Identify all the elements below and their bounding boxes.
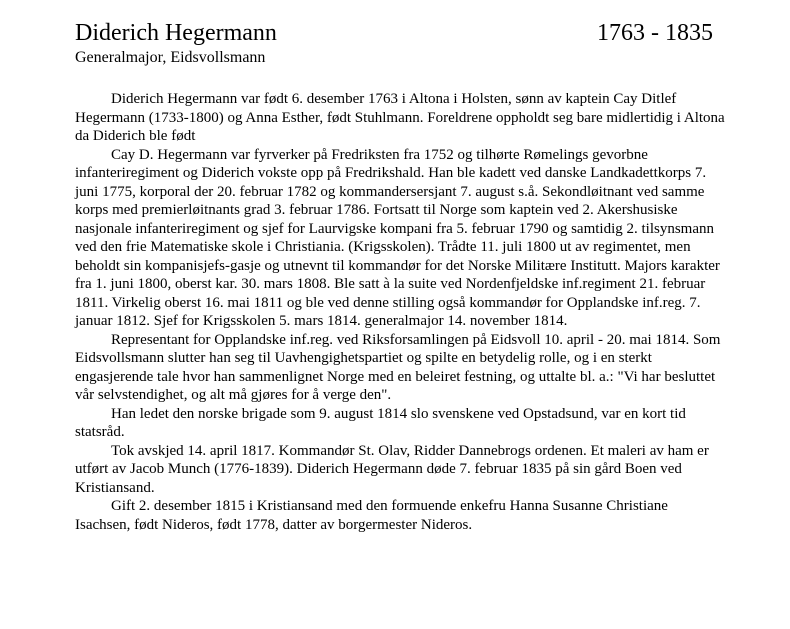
paragraph-marriage: Gift 2. desember 1815 i Kristiansand med den formuende enkefru Hanna Susanne Christiane Isachsen, født Nideros, født 1778, datter av borgermester Nideros. bbox=[75, 498, 668, 533]
paragraph-birth: Diderich Hegermann var født 6. desember 1763 i Altona i Holsten, sønn av kaptein Cay Ditlef Hegermann (1733-1800) og Anna Esther, født Stuhlmann. Foreldrene oppholdt seg bare midlertidig i Altona da Diderich ble født bbox=[75, 91, 725, 144]
paragraph-eidsvoll: Representant for Opplandske inf.reg. ved Riksforsamlingen på Eidsvoll 10. april - 20. mai 1814. Som Eidsvollsmann slutter han seg til Uavhengighetspartiet og spilte en betydelig rolle, og i en sterkt engasjerende tale hvor han sammenlignet Norge med en beleiret festning, og uttalte bl. a.: "Vi har besluttet vår selvstendighet, og alt må gjøres for å verge den". bbox=[75, 331, 721, 403]
paragraph-retirement: Tok avskjed 14. april 1817. Kommandør St. Olav, Ridder Dannebrogs ordenen. Et maleri av ham er utført av Jacob Munch (1776-1839). Diderich Hegermann døde 7. februar 1835 på sin gård Boen ved Kristiansand. bbox=[75, 442, 709, 496]
paragraph-career: Cay D. Hegermann var fyrverker på Fredriksten fra 1752 og tilhørte Rømelings gevorbne infanteriregiment og Diderich vokste opp på Fredrikshald. Han ble kadett ved danske Landkadettkorps 7. juni 1775, korporal der 20. februar 1782 og kommandersersjant 7. august s.å. Sekondløitnant ved samme korps med premierløitnants grad 3. februar 1786. Fortsatt til Norge som kaptein ved 2. Akershusiske nasjonale infanteriregiment og sjef for Laurvigske kompani fra 5. februar 1790 og samtidig 2. tilsynsmann ved den frie Matematiske skole i Christiania. (Krigsskolen). Trådte 11. juli 1800 ut av regimentet, men beholdt sin kompanisjefs-gasje og utnevnt til kommandør for det Norske Militære Institutt. Majors karakter fra 1. juni 1800, oberst kar. 30. mars 1808. Ble satt à la suite ved Nordenfjeldske inf.regiment 21. februar 1811. Virkelig oberst 16. mai 1811 og ble ved denne stilling også kommandør for Opplandske inf.reg. 7. januar 1812. Sjef for Krigsskolen 5. mars 1814. generalmajor 14. november 1814. bbox=[75, 146, 720, 329]
paragraph-brigade: Han ledet den norske brigade som 9. august 1814 slo svenskene ved Opstadsund, var en kort tid statsråd. bbox=[75, 405, 686, 440]
biography-text bbox=[75, 90, 725, 534]
life-years: 1763 - 1835 bbox=[597, 20, 713, 46]
person-name-heading: Diderich Hegermann bbox=[75, 20, 277, 46]
person-title-subtitle: Generalmajor, Eidsvollsmann bbox=[75, 49, 266, 66]
